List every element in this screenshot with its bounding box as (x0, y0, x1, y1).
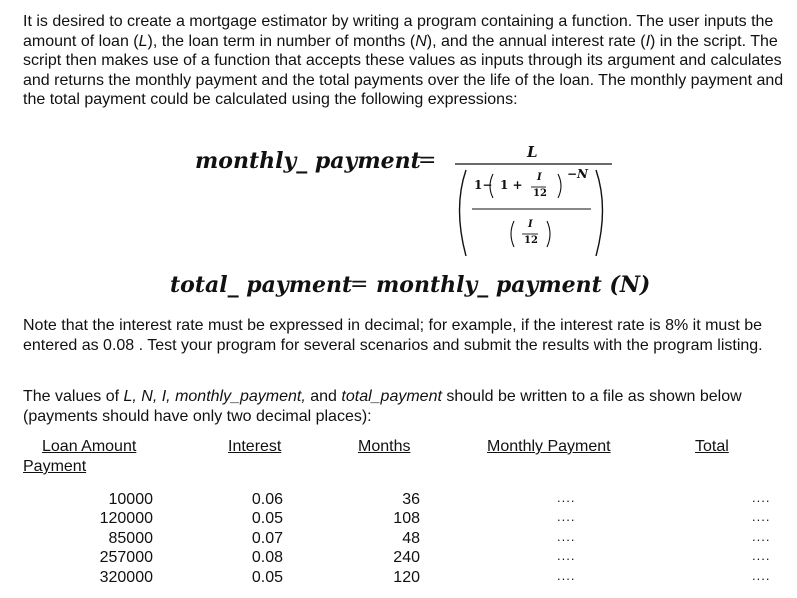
total-payment-cell: .... (752, 529, 771, 544)
formula1-lhs: monthly_ payment (195, 148, 421, 174)
monthly-payment-cell: .... (557, 568, 576, 583)
var-L: L (138, 32, 148, 50)
interest-cell: 0.07 (251, 530, 283, 547)
total-payment-cell: .... (752, 490, 771, 505)
intro-paragraph (23, 12, 789, 110)
values-total-var: total_payment (341, 388, 442, 405)
formula1-den-I: I (528, 219, 533, 230)
formula2-lhs: total_ payment (170, 272, 353, 298)
loan-amount-cell: 10000 (108, 491, 153, 508)
intro-text-3: ), and the annual interest rate ( (426, 32, 646, 50)
months-cell: 36 (402, 491, 420, 508)
formula1-one-minus: 1− (474, 178, 493, 192)
monthly-payment-cell: .... (557, 529, 576, 544)
months-cell: 240 (393, 549, 420, 566)
months-cell: 108 (393, 510, 420, 527)
values-paragraph (23, 387, 789, 426)
total-payment-cell: .... (752, 509, 771, 524)
formula1-frac-I: I (537, 172, 542, 183)
den-right-paren (547, 221, 550, 247)
formula1-den-12: 12 (524, 235, 538, 246)
formula1-one-plus: 1 + (500, 178, 523, 192)
total-payment-cell: .... (752, 568, 771, 583)
monthly-payment-cell: .... (557, 509, 576, 524)
formula1-equals: = (418, 148, 437, 173)
values-text-2: and (305, 388, 342, 405)
note-paragraph: Note that the interest rate must be expressed in decimal; for example, if the interest rate is 8% it must be entered as 0.08 . Test your program for several scenarios and submit the results with the program listing. (23, 317, 763, 354)
header-monthly-payment: Monthly Payment (487, 438, 611, 455)
interest-cell: 0.06 (251, 491, 283, 508)
monthly-payment-cell: .... (557, 490, 576, 505)
monthly-payment-cell: .... (557, 548, 576, 563)
inner-right-paren (558, 174, 561, 198)
den-left-paren (511, 221, 514, 247)
values-text-3: should be written to a file as shown below (payments should have only two decimal places): (23, 388, 742, 425)
header-total: Total (695, 438, 729, 455)
values-vars: L, N, I, monthly_payment, (123, 388, 306, 405)
loan-amount-cell: 120000 (99, 510, 153, 527)
loan-amount-cell: 320000 (99, 569, 153, 586)
outer-right-paren (596, 170, 603, 256)
formula1-frac-12: 12 (533, 188, 547, 199)
header-interest: Interest (228, 438, 282, 455)
months-cell: 120 (393, 569, 420, 586)
var-N: N (415, 32, 427, 50)
interest-cell: 0.05 (251, 510, 283, 527)
header-loan-amount: Loan Amount (42, 438, 137, 455)
intro-text-4: ) in the script. The script then makes use of a function that accepts these values as inputs through its argument and calculates and returns the monthly payment and the total payments over the life of the loan. The monthly payment and the total payment could be calculated using the following expressions: (23, 32, 784, 108)
header-payment-wrap: Payment (23, 458, 87, 475)
interest-cell: 0.08 (251, 549, 283, 566)
total-payment-cell: .... (752, 548, 771, 563)
values-text-1: The values of (23, 388, 124, 405)
var-I: I (645, 32, 651, 50)
formula1-exponent: −N (567, 167, 589, 181)
header-months: Months (358, 438, 411, 455)
interest-cell: 0.05 (251, 569, 283, 586)
loan-amount-cell: 85000 (108, 530, 153, 547)
formula1-numerator: L (527, 143, 538, 161)
outer-left-paren (460, 170, 467, 256)
formula2-equals: = (350, 272, 369, 297)
months-cell: 48 (402, 530, 420, 547)
intro-text-2: ), the loan term in number of months ( (147, 32, 416, 50)
loan-amount-cell: 257000 (99, 549, 153, 566)
intro-text-1: It is desired to create a mortgage estimator by writing a program containing a function. The user inputs the amount of loan ( (23, 13, 774, 50)
formula2-rhs: monthly_ payment (N) (376, 272, 651, 298)
